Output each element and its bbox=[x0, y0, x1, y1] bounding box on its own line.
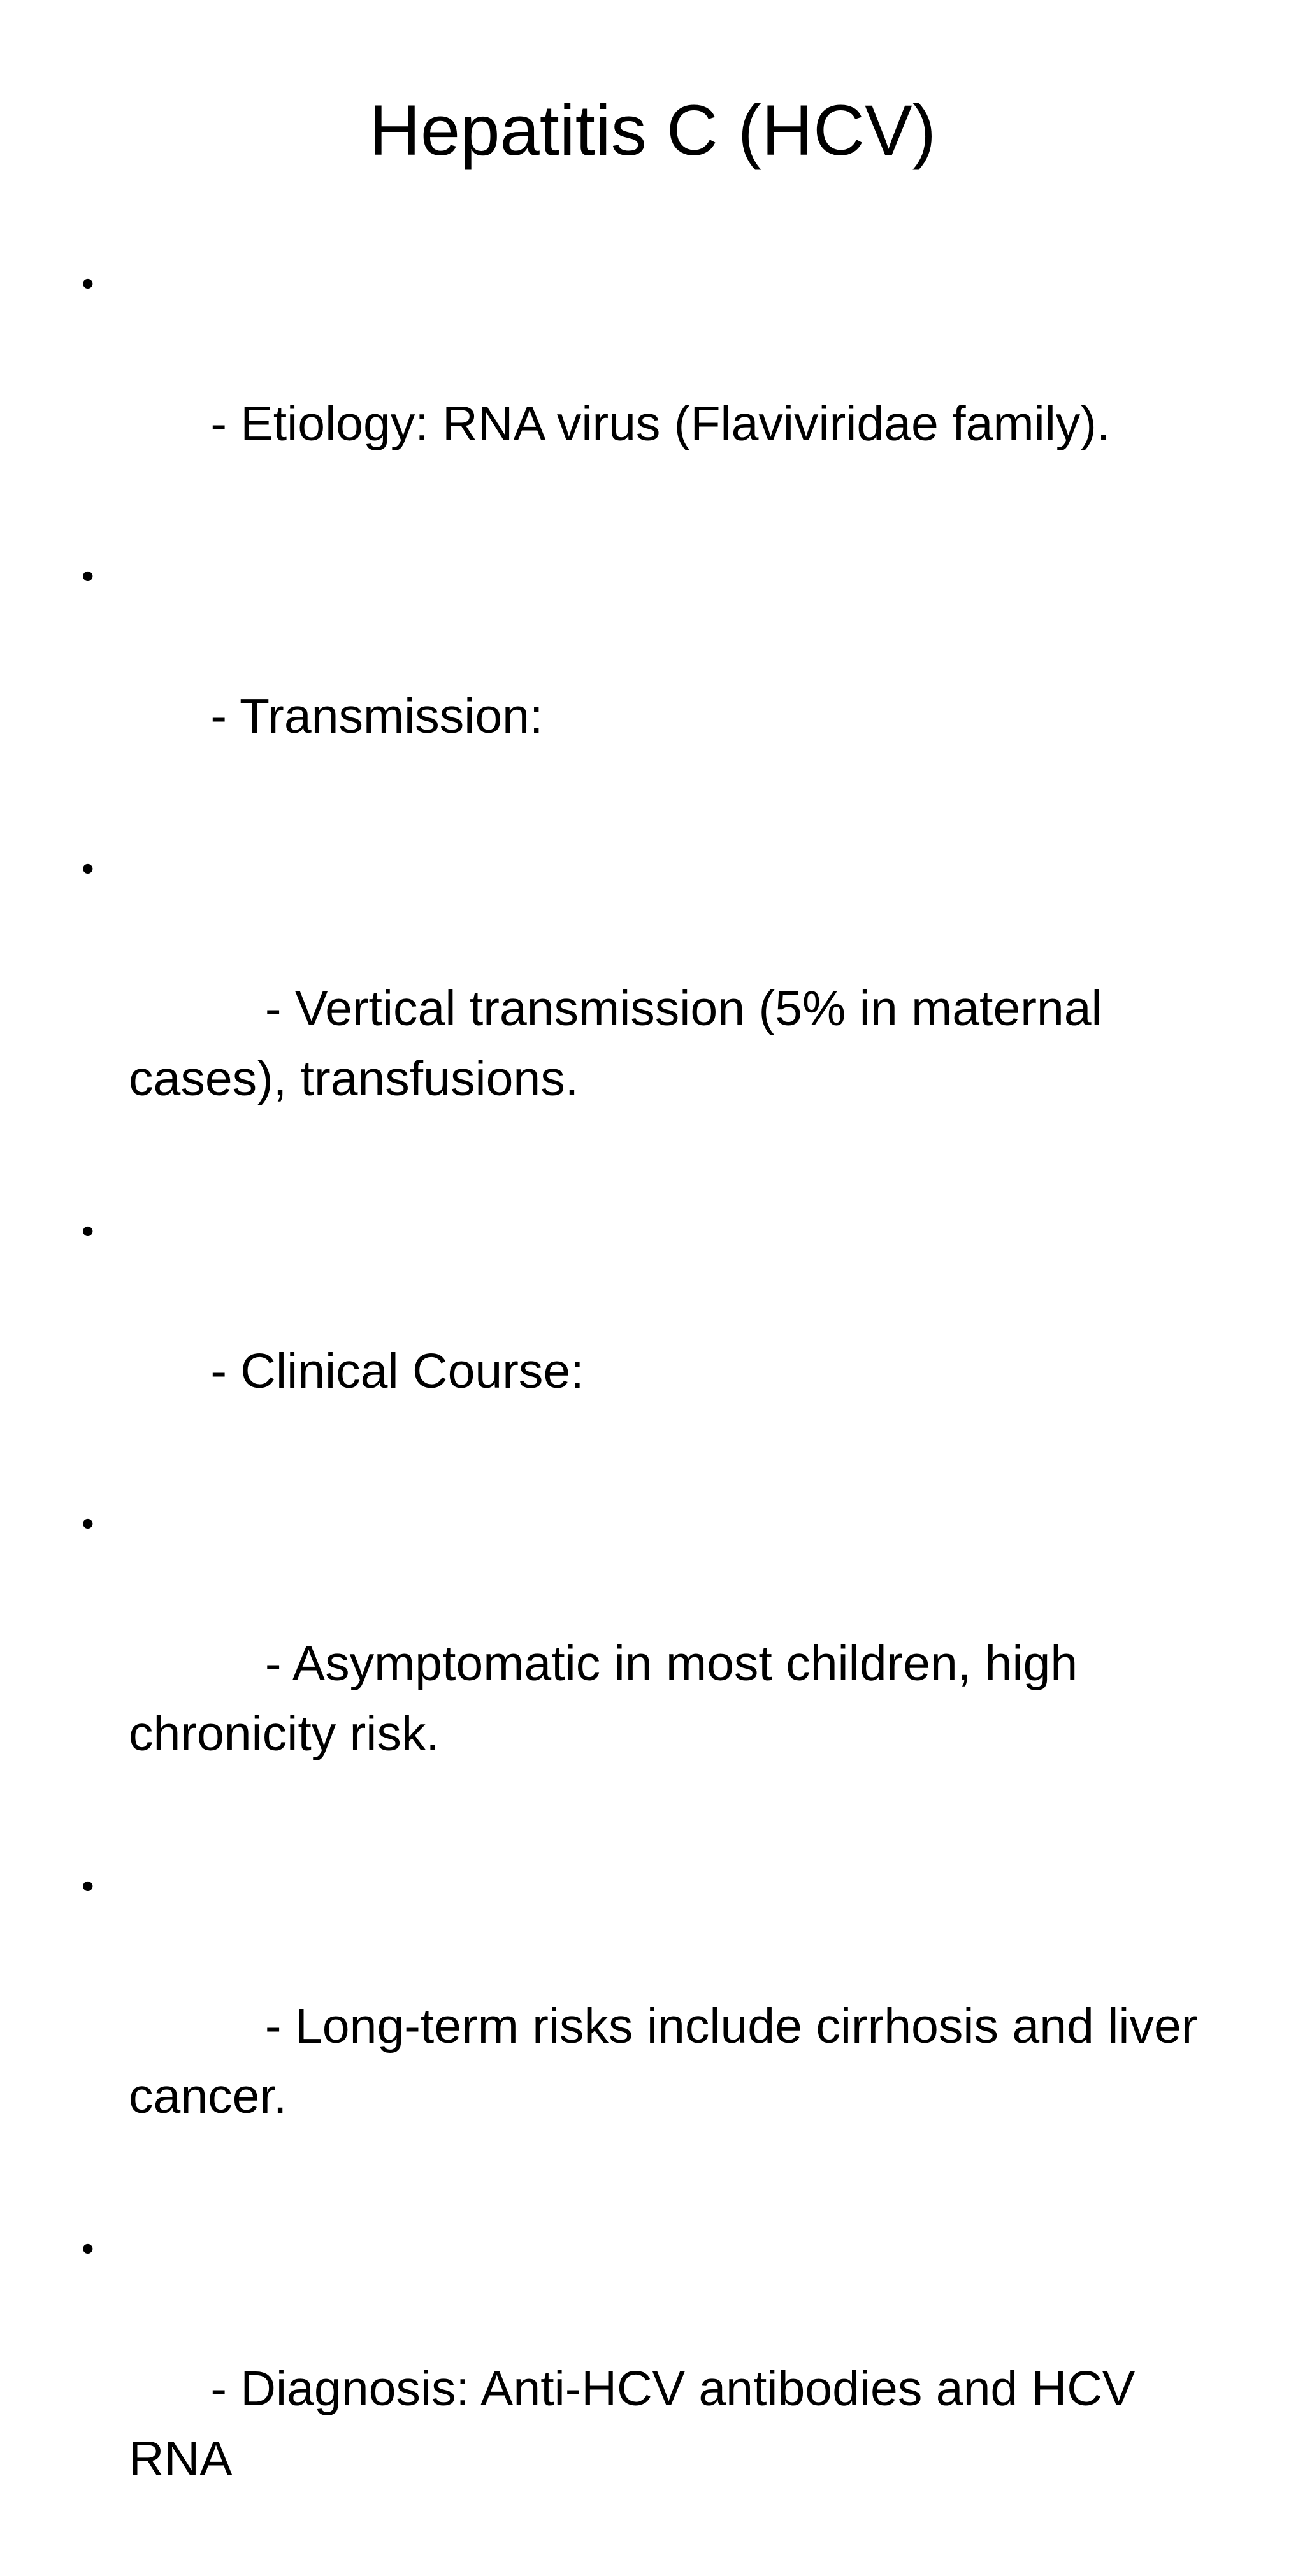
bullet-text: - Transmission: bbox=[210, 689, 544, 744]
bullet-item-diagnosis bbox=[0, 2213, 1305, 2564]
bullet-text: - Diagnosis: Anti-HCV antibodies and HCV RNA bbox=[129, 2361, 1149, 2486]
bullet-item-long-term-risks bbox=[0, 1851, 1305, 2201]
bullet-icon: • bbox=[82, 2228, 94, 2268]
bullet-icon: • bbox=[82, 1503, 94, 1543]
bullet-text: - Long-term risks include cirrhosis and liver cancer. bbox=[129, 1999, 1211, 2124]
bullet-text: - Vertical transmission (5% in maternal cases), transfusions. bbox=[129, 981, 1116, 1106]
bullet-text: - Clinical Course: bbox=[210, 1344, 584, 1399]
bullet-item-etiology bbox=[0, 248, 1305, 529]
bullet-icon: • bbox=[82, 1211, 94, 1251]
bullet-icon: • bbox=[82, 556, 94, 596]
bullet-item-asymptomatic bbox=[0, 1488, 1305, 1839]
bullet-text: - Asymptomatic in most children, high chronicity risk. bbox=[129, 1636, 1092, 1761]
bullet-icon: • bbox=[82, 1866, 94, 1906]
bullet-item-clinical-course bbox=[0, 1196, 1305, 1476]
slide-title: Hepatitis C (HCV) bbox=[369, 90, 936, 170]
bullet-icon: • bbox=[82, 848, 94, 888]
bullet-text: - Etiology: RNA virus (Flaviviridae family). bbox=[210, 396, 1111, 451]
bullet-list bbox=[0, 248, 1305, 2576]
bullet-item-vertical-transmission bbox=[0, 833, 1305, 1184]
bullet-icon: • bbox=[82, 263, 94, 303]
bullet-item-transmission bbox=[0, 541, 1305, 821]
